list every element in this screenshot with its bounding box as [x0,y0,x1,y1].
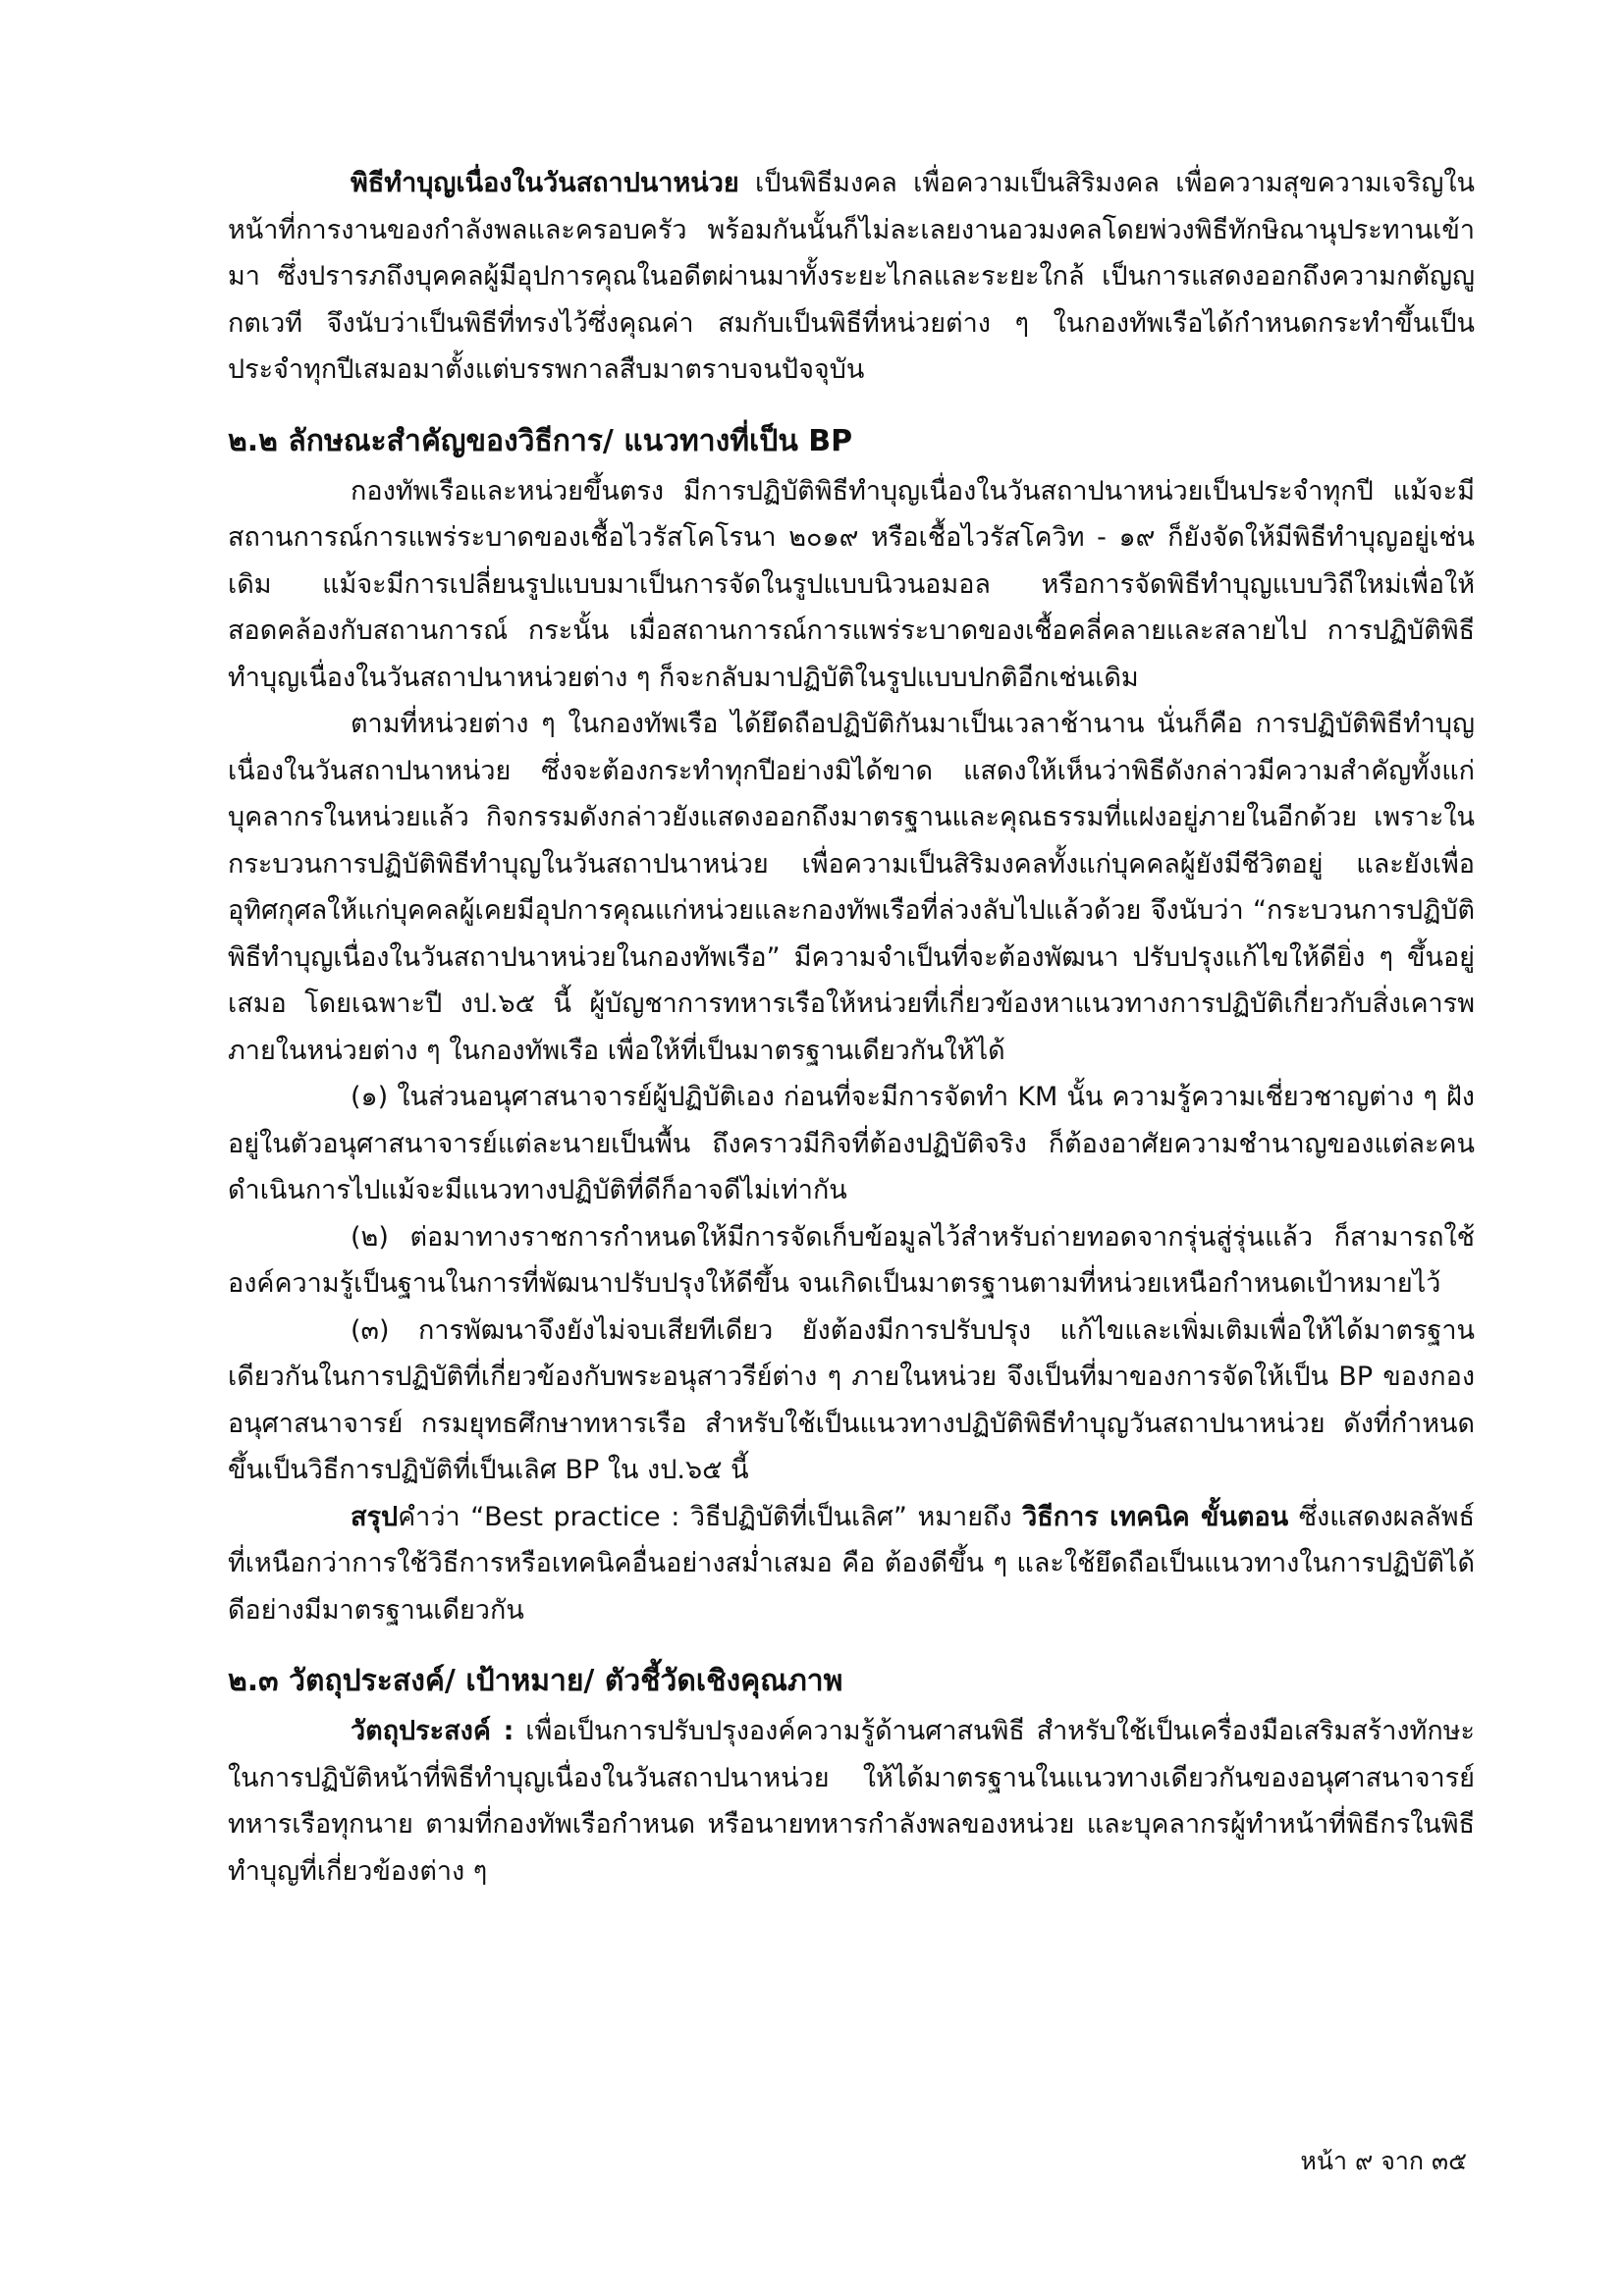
summary-text-1: คำว่า “Best practice : วิธีปฏิบัติที่เป็นเลิศ” หมายถึง [398,1501,1023,1532]
section-2-2-item-2: (๒) ต่อมาทางราชการกำหนดให้มีการจัดเก็บข้อมูลไว้สำหรับถ่ายทอดจากรุ่นสู่รุ่นแล้ว ก็สามารถใช้องค์ความรู้เป็นฐานในการที่พัฒนาปรับปรุงให้ดีขึ้น จนเกิดเป็นมาตรฐานตามที่หน่วยเหนือกำหนดเป้าหมายไว้ [228,1221,1475,1299]
section-2-2-heading: ๒.๒ ลักษณะสำคัญของวิธีการ/ แนวทางที่เป็น BP [228,423,853,458]
objective-text: เพื่อเป็นการปรับปรุงองค์ความรู้ด้านศาสนพิธี สำหรับใช้เป็นเครื่องมือเสริมสร้างทักษะในการปฏิบัติหน้าที่พิธีทำบุญเนื่องในวันสถาปนาหน่วย ให้ได้มาตรฐานในแนวทางเดียวกันของอนุศาสนาจารย์ทหารเรือทุกนาย ตามที่กองทัพเรือกำหนด หรือนายทหารกำลังพลของหน่วย และบุคลากรผู้ทำหน้าที่พิธีกรในพิธีทำบุญที่เกี่ยวข้องต่าง ๆ [228,1716,1475,1887]
section-2-2-item-3: (๓) การพัฒนาจึงยังไม่จบเสียทีเดียว ยังต้องมีการปรับปรุง แก้ไขและเพิ่มเติมเพื่อให้ได้มาตรฐานเดียวกันในการปฏิบัติที่เกี่ยวข้องกับพระอนุสาวรีย์ต่าง ๆ ภายในหน่วย จึงเป็นที่มาของการจัดให้เป็น BP ของกองอนุศาสนาจารย์ กรมยุทธศึกษาทหารเรือ สำหรับใช้เป็นแนวทางปฏิบัติพิธีทำบุญวันสถาปนาหน่วย ดังที่กำหนดขึ้นเป็นวิธีการปฏิบัติที่เป็นเลิศ BP ใน งป.๖๕ นี้ [228,1314,1475,1485]
summary-text-2: ซึ่งแสดงผลลัพธ์ที่เหนือกว่าการใช้วิธีการหรือเทคนิคอื่นอย่างสม่ำเสมอ คือ ต้องดีขึ้น ๆ และใช้ยึดถือเป็นแนวทางในการปฏิบัติได้ดีอย่างมีมาตรฐานเดียวกัน [228,1501,1475,1626]
intro-text: เป็นพิธีมงคล เพื่อความเป็นสิริมงคล เพื่อความสุขความเจริญในหน้าที่การงานของกำลังพลและครอบครัว พร้อมกันนั้นก็ไม่ละเลยงานอวมงคลโดยพ่วงพิธีทักษิณานุประทานเข้ามา ซึ่งปรารภถึงบุคคลผู้มีอุปการคุณในอดีตผ่านมาทั้งระยะไกลและระยะใกล้ เป็นการแสดงออกถึงความกตัญญูกตเวที จึงนับว่าเป็นพิธีที่ทรงไว้ซึ่งคุณค่า สมกับเป็นพิธีที่หน่วยต่าง ๆ ในกองทัพเรือได้กำหนดกระทำขึ้นเป็นประจำทุกปีเสมอมาตั้งแต่บรรพกาลสืบมาตราบจนปัจจุบัน [228,168,1475,385]
section-2-3-heading: ๒.๓ วัตถุประสงค์/ เป้าหมาย/ ตัวชี้วัดเชิงคุณภาพ [228,1664,843,1698]
objective-label: วัตถุประสงค์ : [351,1716,514,1746]
section-2-2-item-1: (๑) ในส่วนอนุศาสนาจารย์ผู้ปฏิบัติเอง ก่อนที่จะมีการจัดทำ KM นั้น ความรู้ความเชี่ยวชาญต่าง ๆ ฝังอยู่ในตัวอนุศาสนาจารย์แต่ละนายเป็นพื้น ถึงคราวมีกิจที่ต้องปฏิบัติจริง ก็ต้องอาศัยความชำนาญของแต่ละคนดำเนินการไปแม้จะมีแนวทางปฏิบัติที่ดีก็อาจดีไม่เท่ากัน [228,1082,1475,1205]
section-2-2-paragraph-2: ตามที่หน่วยต่าง ๆ ในกองทัพเรือ ได้ยึดถือปฏิบัติกันมาเป็นเวลาช้านาน นั่นก็คือ การปฏิบัติพิธีทำบุญเนื่องในวันสถาปนาหน่วย ซึ่งจะต้องกระทำทุกปีอย่างมิได้ขาด แสดงให้เห็นว่าพิธีดังกล่าวมีความสำคัญทั้งแก่บุคลากรในหน่วยแล้ว กิจกรรมดังกล่าวยังแสดงออกถึงมาตรฐานและคุณธรรมที่แฝงอยู่ภายในอีกด้วย เพราะในกระบวนการปฏิบัติพิธีทำบุญในวันสถาปนาหน่วย เพื่อความเป็นสิริมงคลทั้งแก่บุคคลผู้ยังมีชีวิตอยู่ และยังเพื่ออุทิศกุศลให้แก่บุคคลผู้เคยมีอุปการคุณแก่หน่วยและกองทัพเรือที่ล่วงลับไปแล้วด้วย จึงนับว่า “กระบวนการปฏิบัติพิธีทำบุญเนื่องในวันสถาปนาหน่วยในกองทัพเรือ” มีความจำเป็นที่จะต้องพัฒนา ปรับปรุงแก้ไขให้ดียิ่ง ๆ ขึ้นอยู่เสมอ โดยเฉพาะปี งป.๖๕ นี้ ผู้บัญชาการทหารเรือให้หน่วยที่เกี่ยวข้องหาแนวทางการปฏิบัติเกี่ยวกับสิ่งเคารพภายในหน่วยต่าง ๆ ในกองทัพเรือ เพื่อให้ที่เป็นมาตรฐานเดียวกันให้ได้ [228,709,1475,1066]
page-content [228,160,1475,1895]
summary-lead: สรุป [351,1501,399,1532]
objective-paragraph [228,1708,1475,1895]
summary-bold-terms: วิธีการ เทคนิค ขั้นตอน [1022,1501,1289,1532]
intro-paragraph [228,160,1475,394]
page-number: หน้า ๙ จาก ๓๕ [1300,2147,1467,2175]
intro-lead-bold: พิธีทำบุญเนื่องในวันสถาปนาหน่วย [351,168,739,198]
summary-paragraph [228,1494,1475,1634]
section-2-2-paragraph-1: กองทัพเรือและหน่วยขึ้นตรง มีการปฏิบัติพิธีทำบุญเนื่องในวันสถาปนาหน่วยเป็นประจำทุกปี แม้จะมีสถานการณ์การแพร่ระบาดของเชื้อไวรัสโคโรนา ๒๐๑๙ หรือเชื้อไวรัสโควิท - ๑๙ ก็ยังจัดให้มีพิธีทำบุญอยู่เช่นเดิม แม้จะมีการเปลี่ยนรูปแบบมาเป็นการจัดในรูปแบบนิวนอมอล หรือการจัดพิธีทำบุญแบบวิถีใหม่เพื่อให้สอดคล้องกับสถานการณ์ กระนั้น เมื่อสถานการณ์การแพร่ระบาดของเชื้อคลี่คลายและสลายไป การปฏิบัติพิธีทำบุญเนื่องในวันสถาปนาหน่วยต่าง ๆ ก็จะกลับมาปฏิบัติในรูปแบบปกติอีกเช่นเดิม [228,475,1475,693]
